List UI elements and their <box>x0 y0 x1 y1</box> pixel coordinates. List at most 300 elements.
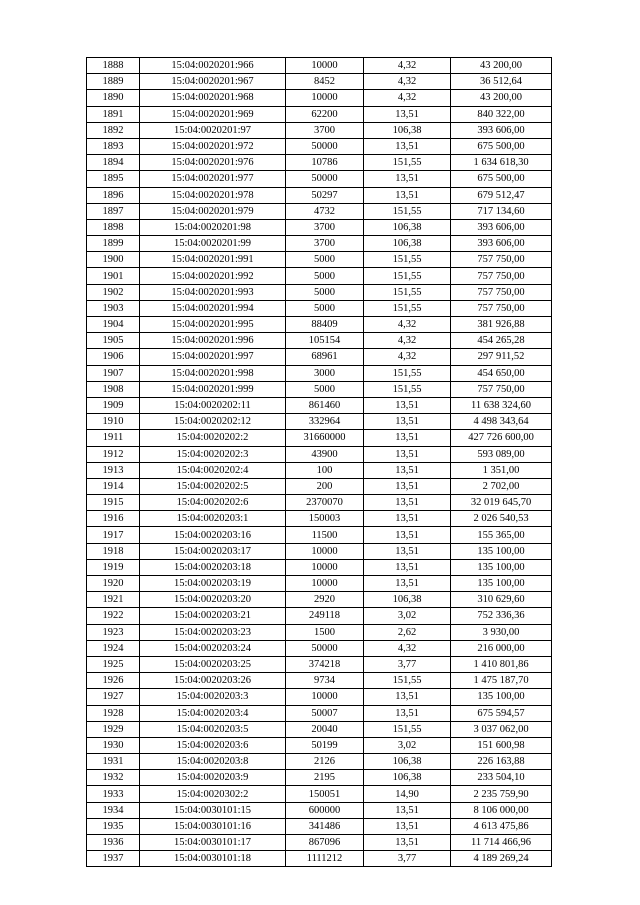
cadastral-number-cell: 15:04:0020203:20 <box>140 592 286 608</box>
rate-cell: 13,51 <box>364 576 451 592</box>
rate-cell: 151,55 <box>364 203 451 219</box>
value-cell: 8 106 000,00 <box>451 802 552 818</box>
rate-cell: 3,02 <box>364 737 451 753</box>
rate-cell: 13,51 <box>364 138 451 154</box>
cadastral-number-cell: 15:04:0020201:996 <box>140 333 286 349</box>
rate-cell: 13,51 <box>364 446 451 462</box>
table-row <box>87 835 552 851</box>
table-row <box>87 219 552 235</box>
table-row <box>87 559 552 575</box>
row-number-cell: 1920 <box>87 576 140 592</box>
cadastral-number-cell: 15:04:0020201:966 <box>140 58 286 74</box>
value-cell: 226 163,88 <box>451 754 552 770</box>
rate-cell: 151,55 <box>364 721 451 737</box>
cadastral-number-cell: 15:04:0020201:978 <box>140 187 286 203</box>
row-number-cell: 1904 <box>87 317 140 333</box>
cadastral-number-cell: 15:04:0020203:19 <box>140 576 286 592</box>
table-row <box>87 268 552 284</box>
table-row <box>87 608 552 624</box>
rate-cell: 13,51 <box>364 818 451 834</box>
value-cell: 752 336,36 <box>451 608 552 624</box>
value-cell: 427 726 600,00 <box>451 430 552 446</box>
row-number-cell: 1903 <box>87 300 140 316</box>
table-row <box>87 478 552 494</box>
area-cell: 50000 <box>286 171 364 187</box>
area-cell: 332964 <box>286 414 364 430</box>
area-cell: 10000 <box>286 58 364 74</box>
row-number-cell: 1914 <box>87 478 140 494</box>
table-row <box>87 673 552 689</box>
area-cell: 8452 <box>286 74 364 90</box>
row-number-cell: 1934 <box>87 802 140 818</box>
value-cell: 11 714 466,96 <box>451 835 552 851</box>
area-cell: 2920 <box>286 592 364 608</box>
cadastral-number-cell: 15:04:0020203:1 <box>140 511 286 527</box>
rate-cell: 4,32 <box>364 349 451 365</box>
area-cell: 62200 <box>286 106 364 122</box>
cadastral-number-cell: 15:04:0020201:999 <box>140 381 286 397</box>
row-number-cell: 1932 <box>87 770 140 786</box>
table-row <box>87 624 552 640</box>
area-cell: 3700 <box>286 219 364 235</box>
cadastral-number-cell: 15:04:0020201:99 <box>140 236 286 252</box>
row-number-cell: 1894 <box>87 155 140 171</box>
cadastral-number-cell: 15:04:0020203:25 <box>140 656 286 672</box>
rate-cell: 151,55 <box>364 155 451 171</box>
table-row <box>87 737 552 753</box>
row-number-cell: 1897 <box>87 203 140 219</box>
value-cell: 454 650,00 <box>451 365 552 381</box>
cadastral-number-cell: 15:04:0020201:998 <box>140 365 286 381</box>
cadastral-number-cell: 15:04:0020201:967 <box>140 74 286 90</box>
row-number-cell: 1926 <box>87 673 140 689</box>
cadastral-number-cell: 15:04:0020201:997 <box>140 349 286 365</box>
value-cell: 1 475 187,70 <box>451 673 552 689</box>
rate-cell: 151,55 <box>364 300 451 316</box>
row-number-cell: 1902 <box>87 284 140 300</box>
area-cell: 10000 <box>286 559 364 575</box>
table-row <box>87 770 552 786</box>
row-number-cell: 1891 <box>87 106 140 122</box>
area-cell: 43900 <box>286 446 364 462</box>
area-cell: 50000 <box>286 138 364 154</box>
value-cell: 2 702,00 <box>451 478 552 494</box>
row-number-cell: 1918 <box>87 543 140 559</box>
cadastral-number-cell: 15:04:0020203:17 <box>140 543 286 559</box>
area-cell: 5000 <box>286 268 364 284</box>
value-cell: 675 500,00 <box>451 171 552 187</box>
value-cell: 593 089,00 <box>451 446 552 462</box>
value-cell: 1 634 618,30 <box>451 155 552 171</box>
value-cell: 36 512,64 <box>451 74 552 90</box>
cadastral-number-cell: 15:04:0020201:969 <box>140 106 286 122</box>
table-row <box>87 138 552 154</box>
cadastral-number-cell: 15:04:0020203:8 <box>140 754 286 770</box>
row-number-cell: 1896 <box>87 187 140 203</box>
value-cell: 2 026 540,53 <box>451 511 552 527</box>
table-row <box>87 414 552 430</box>
value-cell: 233 504,10 <box>451 770 552 786</box>
value-cell: 757 750,00 <box>451 381 552 397</box>
row-number-cell: 1916 <box>87 511 140 527</box>
rate-cell: 106,38 <box>364 236 451 252</box>
cadastral-number-cell: 15:04:0020202:3 <box>140 446 286 462</box>
cadastral-number-cell: 15:04:0020202:5 <box>140 478 286 494</box>
value-cell: 151 600,98 <box>451 737 552 753</box>
value-cell: 757 750,00 <box>451 300 552 316</box>
cadastral-number-cell: 15:04:0020201:991 <box>140 252 286 268</box>
row-number-cell: 1923 <box>87 624 140 640</box>
row-number-cell: 1907 <box>87 365 140 381</box>
row-number-cell: 1901 <box>87 268 140 284</box>
table-row <box>87 365 552 381</box>
cadastral-number-cell: 15:04:0020201:98 <box>140 219 286 235</box>
cadastral-number-cell: 15:04:0020201:995 <box>140 317 286 333</box>
rate-cell: 13,51 <box>364 397 451 413</box>
row-number-cell: 1922 <box>87 608 140 624</box>
area-cell: 3700 <box>286 236 364 252</box>
area-cell: 5000 <box>286 300 364 316</box>
area-cell: 50297 <box>286 187 364 203</box>
rate-cell: 4,32 <box>364 58 451 74</box>
row-number-cell: 1899 <box>87 236 140 252</box>
area-cell: 88409 <box>286 317 364 333</box>
rate-cell: 151,55 <box>364 284 451 300</box>
rate-cell: 13,51 <box>364 187 451 203</box>
cadastral-number-cell: 15:04:0020203:26 <box>140 673 286 689</box>
rate-cell: 3,77 <box>364 851 451 867</box>
value-cell: 135 100,00 <box>451 576 552 592</box>
value-cell: 4 189 269,24 <box>451 851 552 867</box>
value-cell: 393 606,00 <box>451 219 552 235</box>
value-cell: 1 351,00 <box>451 462 552 478</box>
area-cell: 150051 <box>286 786 364 802</box>
area-cell: 2195 <box>286 770 364 786</box>
area-cell: 50007 <box>286 705 364 721</box>
value-cell: 454 265,28 <box>451 333 552 349</box>
cadastral-number-cell: 15:04:0020203:18 <box>140 559 286 575</box>
row-number-cell: 1898 <box>87 219 140 235</box>
row-number-cell: 1906 <box>87 349 140 365</box>
table-row <box>87 495 552 511</box>
rate-cell: 13,51 <box>364 171 451 187</box>
cadastral-number-cell: 15:04:0020201:994 <box>140 300 286 316</box>
row-number-cell: 1913 <box>87 462 140 478</box>
row-number-cell: 1892 <box>87 122 140 138</box>
cadastral-number-cell: 15:04:0020202:11 <box>140 397 286 413</box>
row-number-cell: 1927 <box>87 689 140 705</box>
area-cell: 200 <box>286 478 364 494</box>
cadastral-number-cell: 15:04:0020201:972 <box>140 138 286 154</box>
rate-cell: 13,51 <box>364 414 451 430</box>
table-row <box>87 689 552 705</box>
area-cell: 1500 <box>286 624 364 640</box>
table-row <box>87 90 552 106</box>
value-cell: 310 629,60 <box>451 592 552 608</box>
rate-cell: 13,51 <box>364 495 451 511</box>
table-row <box>87 397 552 413</box>
row-number-cell: 1928 <box>87 705 140 721</box>
cadastral-number-cell: 15:04:0020203:9 <box>140 770 286 786</box>
rate-cell: 13,51 <box>364 835 451 851</box>
table-row <box>87 543 552 559</box>
cadastral-number-cell: 15:04:0020302:2 <box>140 786 286 802</box>
row-number-cell: 1890 <box>87 90 140 106</box>
row-number-cell: 1936 <box>87 835 140 851</box>
table-row <box>87 155 552 171</box>
cadastral-number-cell: 15:04:0020203:24 <box>140 640 286 656</box>
row-number-cell: 1909 <box>87 397 140 413</box>
cadastral-number-cell: 15:04:0020203:3 <box>140 689 286 705</box>
value-cell: 840 322,00 <box>451 106 552 122</box>
area-cell: 861460 <box>286 397 364 413</box>
table-row <box>87 527 552 543</box>
rate-cell: 13,51 <box>364 478 451 494</box>
rate-cell: 4,32 <box>364 317 451 333</box>
area-cell: 150003 <box>286 511 364 527</box>
table-row <box>87 106 552 122</box>
row-number-cell: 1911 <box>87 430 140 446</box>
row-number-cell: 1915 <box>87 495 140 511</box>
table-row <box>87 171 552 187</box>
cadastral-number-cell: 15:04:0020201:97 <box>140 122 286 138</box>
area-cell: 10000 <box>286 90 364 106</box>
value-cell: 4 498 343,64 <box>451 414 552 430</box>
row-number-cell: 1889 <box>87 74 140 90</box>
table-row <box>87 349 552 365</box>
value-cell: 135 100,00 <box>451 543 552 559</box>
value-cell: 393 606,00 <box>451 236 552 252</box>
value-cell: 717 134,60 <box>451 203 552 219</box>
value-cell: 757 750,00 <box>451 284 552 300</box>
rate-cell: 106,38 <box>364 219 451 235</box>
rate-cell: 151,55 <box>364 268 451 284</box>
row-number-cell: 1933 <box>87 786 140 802</box>
table-row <box>87 511 552 527</box>
area-cell: 68961 <box>286 349 364 365</box>
table-row <box>87 252 552 268</box>
row-number-cell: 1905 <box>87 333 140 349</box>
row-number-cell: 1917 <box>87 527 140 543</box>
rate-cell: 3,02 <box>364 608 451 624</box>
table-row <box>87 818 552 834</box>
cadastral-number-cell: 15:04:0020203:16 <box>140 527 286 543</box>
value-cell: 393 606,00 <box>451 122 552 138</box>
rate-cell: 13,51 <box>364 462 451 478</box>
rate-cell: 4,32 <box>364 90 451 106</box>
area-cell: 2370070 <box>286 495 364 511</box>
area-cell: 600000 <box>286 802 364 818</box>
rate-cell: 4,32 <box>364 333 451 349</box>
row-number-cell: 1919 <box>87 559 140 575</box>
table-row <box>87 317 552 333</box>
row-number-cell: 1924 <box>87 640 140 656</box>
cadastral-number-cell: 15:04:0020203:21 <box>140 608 286 624</box>
row-number-cell: 1925 <box>87 656 140 672</box>
rate-cell: 151,55 <box>364 673 451 689</box>
area-cell: 11500 <box>286 527 364 543</box>
rate-cell: 151,55 <box>364 252 451 268</box>
rate-cell: 151,55 <box>364 365 451 381</box>
cadastral-number-cell: 15:04:0030101:18 <box>140 851 286 867</box>
value-cell: 11 638 324,60 <box>451 397 552 413</box>
row-number-cell: 1921 <box>87 592 140 608</box>
row-number-cell: 1895 <box>87 171 140 187</box>
table-row <box>87 802 552 818</box>
value-cell: 4 613 475,86 <box>451 818 552 834</box>
rate-cell: 13,51 <box>364 543 451 559</box>
value-cell: 135 100,00 <box>451 559 552 575</box>
table-row <box>87 58 552 74</box>
row-number-cell: 1929 <box>87 721 140 737</box>
area-cell: 374218 <box>286 656 364 672</box>
value-cell: 135 100,00 <box>451 689 552 705</box>
value-cell: 381 926,88 <box>451 317 552 333</box>
area-cell: 3700 <box>286 122 364 138</box>
value-cell: 43 200,00 <box>451 58 552 74</box>
rate-cell: 13,51 <box>364 689 451 705</box>
row-number-cell: 1930 <box>87 737 140 753</box>
cadastral-number-cell: 15:04:0020203:5 <box>140 721 286 737</box>
row-number-cell: 1935 <box>87 818 140 834</box>
cadastral-number-cell: 15:04:0030101:17 <box>140 835 286 851</box>
table-row <box>87 333 552 349</box>
row-number-cell: 1912 <box>87 446 140 462</box>
area-cell: 105154 <box>286 333 364 349</box>
value-cell: 2 235 759,90 <box>451 786 552 802</box>
value-cell: 3 037 062,00 <box>451 721 552 737</box>
area-cell: 2126 <box>286 754 364 770</box>
area-cell: 3000 <box>286 365 364 381</box>
cadastral-number-cell: 15:04:0030101:16 <box>140 818 286 834</box>
table-row <box>87 236 552 252</box>
value-cell: 679 512,47 <box>451 187 552 203</box>
rate-cell: 151,55 <box>364 381 451 397</box>
table-row <box>87 381 552 397</box>
cadastral-number-cell: 15:04:0020201:977 <box>140 171 286 187</box>
area-cell: 1111212 <box>286 851 364 867</box>
row-number-cell: 1931 <box>87 754 140 770</box>
rate-cell: 4,32 <box>364 640 451 656</box>
cadastral-value-table <box>86 57 552 867</box>
row-number-cell: 1888 <box>87 58 140 74</box>
table-row <box>87 187 552 203</box>
cadastral-number-cell: 15:04:0020201:992 <box>140 268 286 284</box>
table-row <box>87 705 552 721</box>
area-cell: 9734 <box>286 673 364 689</box>
value-cell: 3 930,00 <box>451 624 552 640</box>
rate-cell: 106,38 <box>364 592 451 608</box>
table-row <box>87 592 552 608</box>
rate-cell: 13,51 <box>364 802 451 818</box>
rate-cell: 106,38 <box>364 754 451 770</box>
table-row <box>87 430 552 446</box>
cadastral-number-cell: 15:04:0020201:979 <box>140 203 286 219</box>
area-cell: 31660000 <box>286 430 364 446</box>
rate-cell: 3,77 <box>364 656 451 672</box>
row-number-cell: 1910 <box>87 414 140 430</box>
cadastral-number-cell: 15:04:0020203:23 <box>140 624 286 640</box>
area-cell: 249118 <box>286 608 364 624</box>
rate-cell: 4,32 <box>364 74 451 90</box>
area-cell: 10786 <box>286 155 364 171</box>
rate-cell: 14,90 <box>364 786 451 802</box>
area-cell: 50000 <box>286 640 364 656</box>
area-cell: 10000 <box>286 689 364 705</box>
table-row <box>87 851 552 867</box>
area-cell: 5000 <box>286 284 364 300</box>
area-cell: 100 <box>286 462 364 478</box>
value-cell: 155 365,00 <box>451 527 552 543</box>
area-cell: 5000 <box>286 252 364 268</box>
row-number-cell: 1908 <box>87 381 140 397</box>
table-row <box>87 640 552 656</box>
cadastral-number-cell: 15:04:0020203:4 <box>140 705 286 721</box>
row-number-cell: 1937 <box>87 851 140 867</box>
value-cell: 757 750,00 <box>451 268 552 284</box>
cadastral-number-cell: 15:04:0020202:2 <box>140 430 286 446</box>
value-cell: 32 019 645,70 <box>451 495 552 511</box>
area-cell: 341486 <box>286 818 364 834</box>
cadastral-number-cell: 15:04:0020201:976 <box>140 155 286 171</box>
cadastral-number-cell: 15:04:0020202:4 <box>140 462 286 478</box>
rate-cell: 106,38 <box>364 122 451 138</box>
rate-cell: 13,51 <box>364 106 451 122</box>
table-row <box>87 786 552 802</box>
value-cell: 1 410 801,86 <box>451 656 552 672</box>
rate-cell: 106,38 <box>364 770 451 786</box>
cadastral-number-cell: 15:04:0020203:6 <box>140 737 286 753</box>
area-cell: 20040 <box>286 721 364 737</box>
area-cell: 4732 <box>286 203 364 219</box>
table-row <box>87 656 552 672</box>
table-row <box>87 576 552 592</box>
value-cell: 757 750,00 <box>451 252 552 268</box>
table-row <box>87 462 552 478</box>
table-row <box>87 284 552 300</box>
rate-cell: 13,51 <box>364 527 451 543</box>
cadastral-number-cell: 15:04:0020202:12 <box>140 414 286 430</box>
table-row <box>87 300 552 316</box>
rate-cell: 13,51 <box>364 430 451 446</box>
rate-cell: 13,51 <box>364 511 451 527</box>
table-row <box>87 203 552 219</box>
cadastral-number-cell: 15:04:0020201:993 <box>140 284 286 300</box>
value-cell: 216 000,00 <box>451 640 552 656</box>
value-cell: 675 500,00 <box>451 138 552 154</box>
rate-cell: 2,62 <box>364 624 451 640</box>
table-body <box>87 58 552 867</box>
value-cell: 675 594,57 <box>451 705 552 721</box>
table-row <box>87 446 552 462</box>
area-cell: 10000 <box>286 543 364 559</box>
area-cell: 10000 <box>286 576 364 592</box>
value-cell: 297 911,52 <box>451 349 552 365</box>
area-cell: 867096 <box>286 835 364 851</box>
area-cell: 5000 <box>286 381 364 397</box>
cadastral-number-cell: 15:04:0020201:968 <box>140 90 286 106</box>
rate-cell: 13,51 <box>364 705 451 721</box>
cadastral-number-cell: 15:04:0020202:6 <box>140 495 286 511</box>
table-row <box>87 74 552 90</box>
row-number-cell: 1900 <box>87 252 140 268</box>
table-row <box>87 754 552 770</box>
value-cell: 43 200,00 <box>451 90 552 106</box>
table-row <box>87 721 552 737</box>
table-row <box>87 122 552 138</box>
cadastral-number-cell: 15:04:0030101:15 <box>140 802 286 818</box>
area-cell: 50199 <box>286 737 364 753</box>
